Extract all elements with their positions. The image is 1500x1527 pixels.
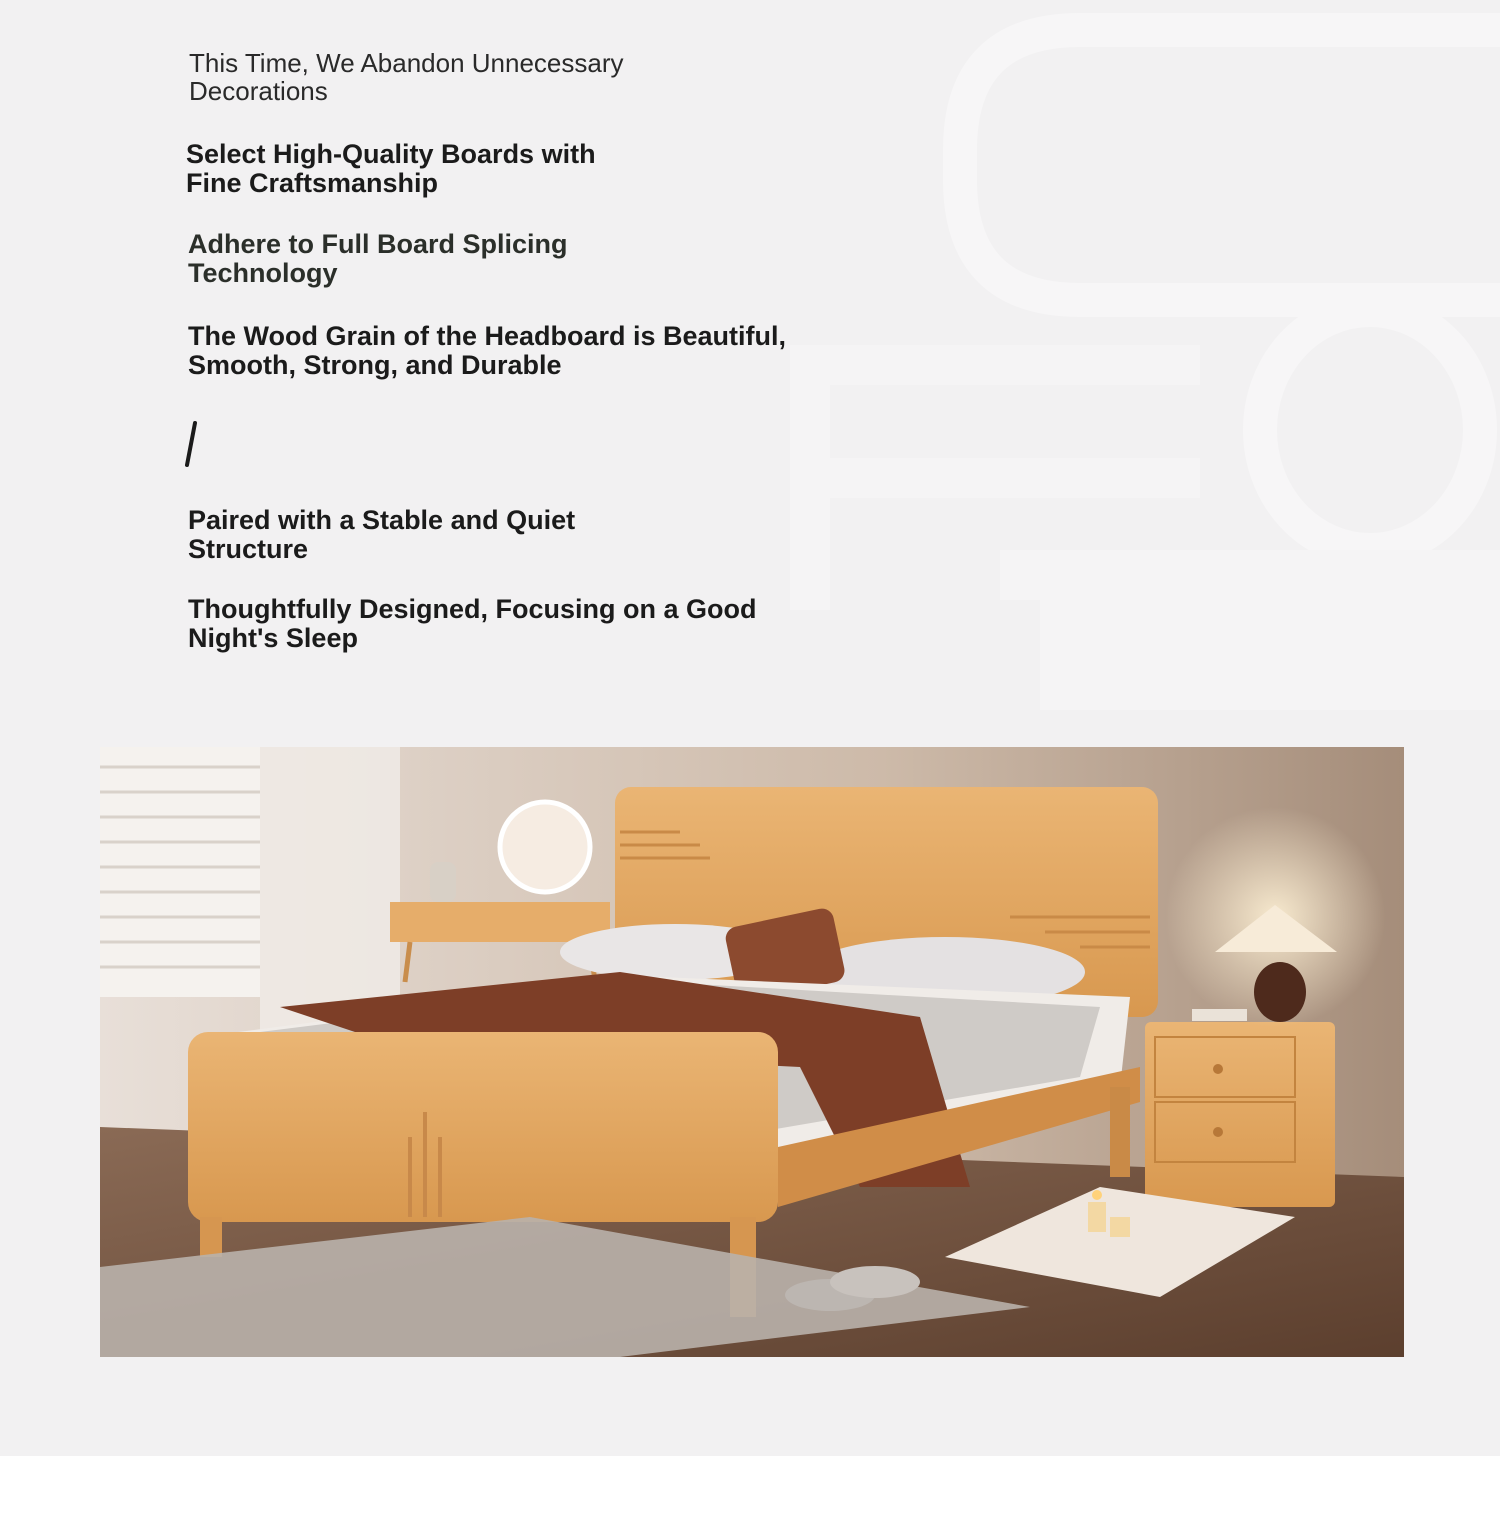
deco-ring-shape	[1260, 310, 1480, 550]
intro-heading	[189, 49, 624, 105]
bed-illustration	[100, 747, 1404, 1357]
feature-grain-line-1: The Wood Grain of the Headboard is Beautiful,	[188, 321, 787, 351]
vanity-mirror	[500, 802, 590, 892]
feature-sleep-line-1: Thoughtfully Designed, Focusing on a Good	[188, 594, 757, 624]
feature-boards-line-2: Fine Craftsmanship	[186, 168, 439, 198]
deco-curve-shape	[960, 30, 1500, 300]
drawer-knob-bottom	[1213, 1127, 1223, 1137]
books	[1192, 1009, 1247, 1021]
slipper-right	[830, 1266, 920, 1298]
feature-boards	[186, 140, 596, 198]
feature-structure	[188, 506, 575, 564]
feature-splicing-line-2: Technology	[188, 258, 338, 288]
feature-grain-line-2: Smooth, Strong, and Durable	[188, 350, 562, 380]
feature-sleep-line-2: Night's Sleep	[188, 623, 358, 653]
window	[100, 747, 260, 997]
feature-boards-line-1: Select High-Quality Boards with	[186, 139, 596, 169]
feature-structure-line-1: Paired with a Stable and Quiet	[188, 505, 576, 535]
vase	[430, 862, 456, 902]
candle-flame	[1092, 1190, 1102, 1200]
slash-divider	[184, 420, 198, 468]
feature-sleep	[188, 595, 756, 653]
deco-block	[1040, 600, 1500, 710]
intro-line-2: Decorations	[189, 76, 328, 106]
candle-short	[1110, 1217, 1130, 1237]
bedroom-photo	[100, 747, 1404, 1357]
feature-structure-line-2: Structure	[188, 534, 309, 564]
feature-splicing-line-1: Adhere to Full Board Splicing	[188, 229, 568, 259]
deco-bar-middle	[790, 458, 1200, 498]
feature-grain	[188, 322, 786, 380]
bed-leg-back	[1110, 1087, 1130, 1177]
drawer-knob-top	[1213, 1064, 1223, 1074]
deco-bar-top	[790, 345, 1200, 385]
vanity-desk	[390, 902, 610, 942]
bed-leg-left	[200, 1217, 222, 1257]
feature-splicing	[188, 230, 568, 288]
lamp-base	[1254, 962, 1306, 1022]
candle-tall	[1088, 1202, 1106, 1232]
intro-line-1: This Time, We Abandon Unnecessary	[189, 48, 624, 78]
nightstand	[1145, 1022, 1335, 1207]
deco-bar-bottom	[1000, 550, 1500, 600]
bed-footboard	[188, 1032, 778, 1222]
